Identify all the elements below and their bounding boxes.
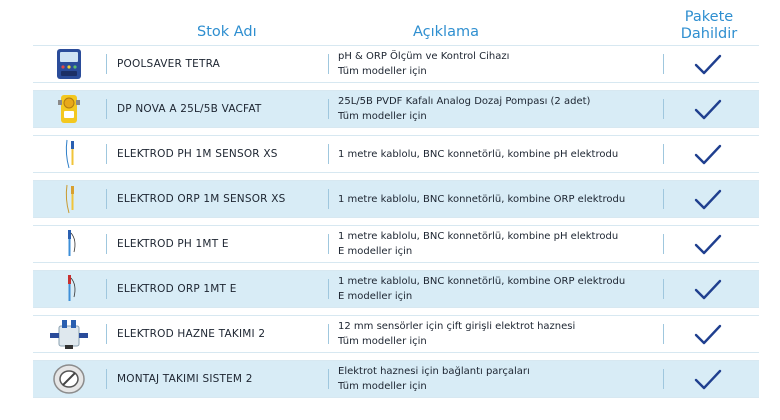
column-divider: [328, 324, 329, 344]
column-header-pakete-dahildir: [672, 9, 746, 43]
column-divider: [106, 99, 107, 119]
product-name: ELEKTROD PH 1M SENSOR XS: [117, 148, 278, 160]
column-divider: [106, 234, 107, 254]
product-description: [338, 181, 658, 217]
checkmark-icon: [694, 234, 722, 256]
column-divider: [663, 144, 664, 164]
product-name: POOLSAVER TETRA: [117, 58, 221, 70]
table-row: [33, 45, 759, 83]
orp-electrode-e-icon: [47, 273, 91, 305]
checkmark-icon: [694, 99, 722, 121]
column-divider: [106, 144, 107, 164]
product-description: [338, 271, 658, 307]
description-line-2: Tüm modeller için: [338, 336, 427, 347]
column-header-pakete-line1: Pakete: [684, 9, 734, 25]
column-divider: [663, 189, 664, 209]
column-header-pakete-line2: Dahildir: [680, 26, 738, 42]
controller-device-icon: [47, 48, 91, 80]
product-description: [338, 91, 658, 127]
checkmark-icon: [694, 369, 722, 391]
column-divider: [328, 369, 329, 389]
orp-electrode-icon: [47, 183, 91, 215]
column-divider: [328, 99, 329, 119]
column-divider: [663, 234, 664, 254]
column-divider: [328, 144, 329, 164]
table-row: [33, 180, 759, 218]
mounting-kit-icon: [47, 363, 91, 395]
table-row: [33, 360, 759, 398]
product-description: [338, 136, 658, 172]
description-line-1: 1 metre kablolu, BNC konnetörlü, kombine pH elektrodu: [338, 231, 619, 242]
product-name: DP NOVA A 25L/5B VACFAT: [117, 103, 262, 115]
column-divider: [328, 189, 329, 209]
column-divider: [328, 54, 329, 74]
checkmark-icon: [694, 54, 722, 76]
dosing-pump-icon: [47, 93, 91, 125]
column-divider: [106, 54, 107, 74]
description-line-2: E modeller için: [338, 291, 413, 302]
checkmark-icon: [694, 324, 722, 346]
product-name: ELEKTROD ORP 1MT E: [117, 283, 237, 295]
column-divider: [106, 324, 107, 344]
column-divider: [663, 99, 664, 119]
description-line-1: 1 metre kablolu, BNC konnetörlü, kombine ORP elektrodu: [338, 193, 626, 205]
table-row: [33, 135, 759, 173]
column-header-aciklama: Açıklama: [413, 24, 479, 40]
ph-electrode-e-icon: [47, 228, 91, 260]
description-line-2: Tüm modeller için: [338, 381, 427, 392]
product-description: [338, 226, 658, 262]
product-name: MONTAJ TAKIMI SISTEM 2: [117, 373, 253, 385]
column-divider: [663, 369, 664, 389]
product-description: [338, 361, 658, 397]
column-divider: [106, 369, 107, 389]
column-divider: [328, 279, 329, 299]
description-line-2: Tüm modeller için: [338, 66, 427, 77]
column-divider: [106, 279, 107, 299]
description-line-1: 12 mm sensörler için çift girişli elektrot haznesi: [338, 321, 576, 332]
checkmark-icon: [694, 279, 722, 301]
column-divider: [663, 279, 664, 299]
description-line-1: 1 metre kablolu, BNC konnetörlü, kombine pH elektrodu: [338, 148, 619, 160]
description-line-2: E modeller için: [338, 246, 413, 257]
product-name: ELEKTROD HAZNE TAKIMI 2: [117, 328, 266, 340]
table-row: [33, 315, 759, 353]
product-description: [338, 46, 658, 82]
product-table: [33, 45, 759, 405]
column-divider: [663, 54, 664, 74]
description-line-2: Tüm modeller için: [338, 111, 427, 122]
column-header-stok-adi: Stok Adı: [197, 24, 257, 40]
column-divider: [663, 324, 664, 344]
description-line-1: 25L/5B PVDF Kafalı Analog Dozaj Pompası (2 adet): [338, 96, 591, 107]
product-name: ELEKTROD ORP 1M SENSOR XS: [117, 193, 286, 205]
product-name: ELEKTROD PH 1MT E: [117, 238, 229, 250]
ph-electrode-icon: [47, 138, 91, 170]
column-divider: [328, 234, 329, 254]
electrode-chamber-icon: [47, 318, 91, 350]
checkmark-icon: [694, 144, 722, 166]
description-line-1: pH & ORP Ölçüm ve Kontrol Cihazı: [338, 51, 510, 62]
table-row: [33, 270, 759, 308]
checkmark-icon: [694, 189, 722, 211]
product-description: [338, 316, 658, 352]
description-line-1: Elektrot haznesi için bağlantı parçaları: [338, 366, 530, 377]
column-divider: [106, 189, 107, 209]
table-row: [33, 225, 759, 263]
description-line-1: 1 metre kablolu, BNC konnetörlü, kombine ORP elektrodu: [338, 276, 626, 287]
table-row: [33, 90, 759, 128]
